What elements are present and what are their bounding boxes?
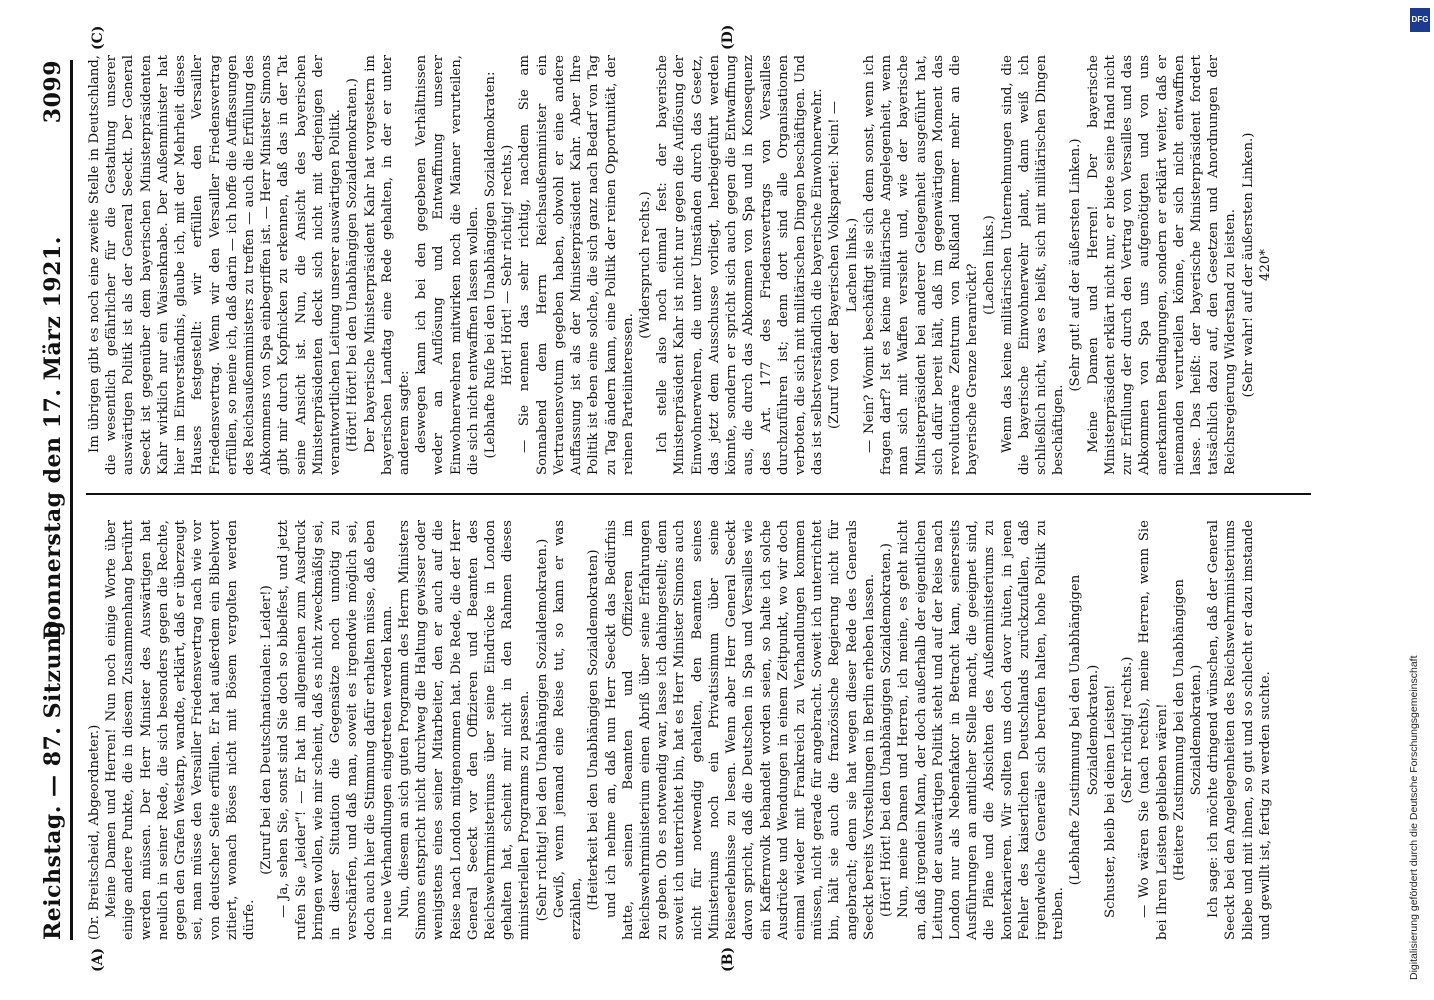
paragraph: Nun, meine Damen und Herren, ich meine, es geht nicht an, daß irgendein Mann, der doch außerhalb der eigentlichen Leitung der auswärtigen Politik steht und auf der Reise nach London nur als Nebenfaktor in Betracht kam, seinerseits Ausführungen an amtlicher Stelle macht, die geeignet sind, die Pläne und die Absichten des Außenministeriums zu konterkarieren. Wir sollten uns doch davor hüten, in jenen Fehler des kaiserlichen Deutschlands zurückzufallen, daß irgendwelche Generäle sich berufen halten, hohe Politik zu treiben.: [896, 520, 1067, 940]
digitization-sidebar: [1406, 0, 1434, 1000]
paragraph: — Nein? Womit beschäftigt sie sich denn sonst, wenn ich fragen darf? Ist es keine militärische Angelegenheit, wenn man sich mit Waffen versieht und, wie der bayerische Ministerpräsident bei anderer Gelegenheit ausgeführt hat, sich dafür bereit hält, daß im gegenwärtigen Moment das revolutionäre Zentrum von Rußland immer mehr an die bayerische Grenze heranrückt?: [861, 55, 981, 475]
header-date: Donnerstag den 17. März 1921.: [40, 236, 66, 640]
interjection: (Heiterkeit bei den Unabhängigen Sozialdemokraten): [586, 549, 602, 911]
interjection: (Widerspruch rechts.): [638, 191, 653, 339]
paragraph: Ich stelle also noch einmal fest: der bayerische Ministerpräsident Kahr ist nicht nur gegen die Auflösung der Einwohnerwehren, die unter Umständen durch das Gesetz, das jetzt dem Ausschusse vorliegt, herbeigeführt werden könnte, sondern er spricht sich auch gegen die Entwaffnung aus, die durch das Abkommen von Spa und in Konsequenz des Art. 177 des Friedensvertrags von Versailles durchzuführen ist; denn dort sind alle Organisationen verboten, die sich mit militärischen Dingen beschäftigen. Und das ist selbstverständlich die bayerische Einwohnerwehr.: [655, 55, 826, 475]
dfg-logo: DFG: [1410, 8, 1430, 32]
quotation: deswegen kann ich bei den gegebenen Verhältnissen weder an Auflösung und Entwaffnung unserer Einwohnerwehren mitwirken noch die Männer verurteilen, die sich nicht entwaffnen lassen wollen.: [414, 55, 481, 475]
right-column: [86, 55, 1274, 475]
interjection: (Lachen links.): [982, 215, 998, 315]
interjection: (Zuruf von der Bayerischen Volkspartei: Nein! —: [827, 100, 843, 430]
column-divider: [86, 493, 1311, 495]
interjection: (Heitere Zustimmung bei den Unabhängigen Sozialdemokraten.): [1171, 579, 1204, 881]
margin-mark-b: (B): [720, 946, 736, 972]
paragraph: — Ja, sehen Sie, sonst sind Sie doch so bibelfest, und jetzt rufen Sie „leider“! — Er hat im allgemeinen zum Ausdruck bringen wollen, wie mir scheint, daß es nicht zweckmäßig sei, in dieser Situation die Gegensätze noch unnötig zu verschärfen, und daß man, soweit es irgendwie möglich sei, doch auch hier die Stimmung dafür erhalten müsse, daß eben in neue Verhandlungen eingetreten werden kann.: [276, 520, 395, 940]
paragraph: Meine Damen und Herren! Nun noch einige Worte über einige andere Punkte, die in diesem Zusammenhang berührt werden müssen. Der Herr Minister des Auswärtigen hat neulich in seiner Rede, die sich besonders gegen die Rechte, gegen den Grafen Westarp, wandte, erklärt, daß er überzeugt sei, man müsse den Versailler Friedensvertrag nach wie vor von deutscher Seite erfüllen. Er hat außerdem ein Bibelwort zitiert, wonach Böses nicht mit Bösem vergolten werden dürfe.: [104, 520, 257, 940]
interjection: (Lebhafte Rufe bei den Unabhängigen Sozialdemokraten: Hört! Hört! — Sehr richtig! rechts.): [483, 71, 516, 459]
paragraph: Gewiß, wenn jemand eine Reise tut, so kann er was erzählen,: [551, 520, 585, 940]
interjection: Lachen links.): [844, 217, 860, 313]
digitization-note: Digitalisierung gefördert durch die Deutsche Forschungsgemeinschaft: [1408, 655, 1420, 980]
paragraph: Schuster, bleib bei deinen Leisten!: [1102, 684, 1118, 918]
interjection: (Sehr wahr! auf der äußersten Linken.): [1240, 132, 1256, 398]
paragraph: Im übrigen gibt es noch eine zweite Stelle in Deutschland, die wesentlich gefährlicher für die Gestaltung unserer auswärtigen Politik ist als der General Seeckt. Der General Seeckt ist gegenüber dem bayerischen Ministerpräsidenten Kahr wirklich nur ein Waisenknabe. Der Außenminister hat hier im Einverständnis, glaube ich, mit der Mehrheit dieses Hauses festgestellt: wir erfüllen den Versailler Friedensvertrag. Wenn wir den Versailler Friedensvertrag erfüllen, so meine ich, daß darin — ich hoffe die Auffassungen des Reichsaußenministers zu treffen — auch die Erfüllung des Abkommens von Spa einbegriffen ist. — Herr Minister Simons gibt mir durch Kopfnicken zu erkennen, daß das in der Tat seine Ansicht ist. Nun, die Ansicht des bayerischen Ministerpräsidenten deckt sich nicht mit derjenigen der verantwortlichen Leitung unserer auswärtigen Politik.: [87, 55, 344, 475]
margin-mark-a: (A): [90, 947, 106, 972]
margin-mark-d: (D): [720, 24, 736, 50]
paragraph: — Sie nennen das sehr richtig, nachdem Sie am Sonnabend dem Herrn Reichsaußenminister ein Vertrauensvotum gegeben haben, obwohl er eine andere Auffassung ist als der Ministerpräsident Kahr. Aber Ihre Politik ist eben eine solche, die sich ganz nach Bedarf von Tag zu Tag ändern kann, eine Politik der reinen Opportunität, der reinen Parteiinteressen.: [517, 55, 636, 475]
interjection: (Sehr richtig! rechts.): [1120, 656, 1136, 804]
paragraph: Der bayerische Ministerpräsident Kahr hat vorgestern im bayerischen Landtag eine Rede gehalten, in der er unter anderem sagte:: [362, 55, 412, 475]
page-number: 3099: [40, 60, 66, 124]
interjection: (Lebhafte Zustimmung bei den Unabhängigen Sozialdemokraten.): [1068, 574, 1101, 886]
interjection: (Sehr gut! auf der äußersten Linken.): [1068, 138, 1084, 392]
paragraph: und ich nehme an, daß nun Herr Seeckt das Bedürfnis hatte, seinen Beamten und Offizieren im Reichswehrministerium einen Abriß über seine Erfahrungen zu geben. Ob es notwendig war, lasse ich dahingestellt; denn soweit ich unterrichtet bin, hat es Herr Minister Simons auch nicht für notwendig gehalten, den Beamten seines Ministeriums noch ein Privatissimum über seine Reiseerlebnisse zu lesen. Wenn aber Herr General Seeckt davon spricht, daß die Deutschen in Spa und Versailles wie ein Kaffernvolk behandelt worden seien, so halte ich solche Ausdrücke und Wendungen in einem Zeitpunkt, wo wir doch einmal wieder mit Frankreich zu Verhandlungen kommen müssen, nicht gerade für angebracht. Soweit ich unterrichtet bin, hält sie auch die französische Regierung nicht für angebracht; denn sie hat wegen dieser Rede des Generals Seeckt bereits Vorstellungen in Berlin erheben lassen.: [603, 520, 877, 940]
header-left: Reichstag. — 87. Sitzung.: [40, 612, 66, 940]
margin-mark-c: (C): [90, 25, 106, 50]
paragraph: Meine Damen und Herren! Der bayerische Ministerpräsident erklärt nicht nur, er biete seine Hand nicht zur Erfüllung der durch den Vertrag von Versailles und das Abkommen von Spa uns aufgenötigten und von uns anerkannten Bedingungen, sondern er erklärt weiter, daß er niemanden verurteilen könne, der sich nicht entwaffnen lasse. Das heißt: der bayerische Ministerpräsident fordert tatsächlich dazu auf, den Gesetzen und Anordnungen der Reichsregierung Widerstand zu leisten.: [1085, 55, 1239, 475]
speaker-line: (Dr. Breitscheid, Abgeordneter.): [87, 724, 102, 940]
paragraph: Ich sage: ich möchte dringend wünschen, daß der General Seeckt bei den Angelegenheiten des Reichswehrministeriums bliebe und mit ihnen, so gut und so schlecht er dazu imstande und gewillt ist, fertig zu werden suchte.: [1206, 520, 1273, 940]
interjection: (Hört! Hört! bei den Unabhängigen Sozialdemokraten.): [345, 78, 361, 452]
interjection: (Zuruf bei den Deutschnationalen: Leider!): [259, 585, 275, 875]
left-column: [86, 520, 1274, 940]
paragraph: Wenn das keine militärischen Unternehmungen sind, die die bayerische Einwohnerwehr plant, dann weiß ich schließlich nicht, was es heißt, sich mit militärischen Dingen beschäftigen.: [999, 55, 1067, 475]
paragraph: Nun, diesem an sich guten Programm des Herrn Ministers Simons entspricht nicht durchweg die Haltung gewisser oder wenigstens eines seiner Mitarbeiter, den er auch auf die Reise nach London mitgenommen hat. Die Rede, die der Herr General Seeckt vor den Offizieren und Beamten des Reichswehrministeriums über seine Eindrücke in London gehalten hat, scheint mir nicht in den Rahmen dieses ministeriellen Programms zu passen.: [396, 520, 533, 940]
page-header: [38, 60, 73, 940]
interjection: (Hört! Hört! bei den Unabhängigen Sozialdemokraten.): [879, 543, 895, 917]
footer-number: 420*: [1257, 249, 1273, 281]
paragraph: — Wo wären Sie (nach rechts), meine Herren, wenn Sie bei Ihren Leisten geblieben wären!: [1137, 520, 1170, 940]
interjection: (Sehr richtig! bei den Unabhängigen Sozialdemokraten.): [534, 538, 550, 922]
